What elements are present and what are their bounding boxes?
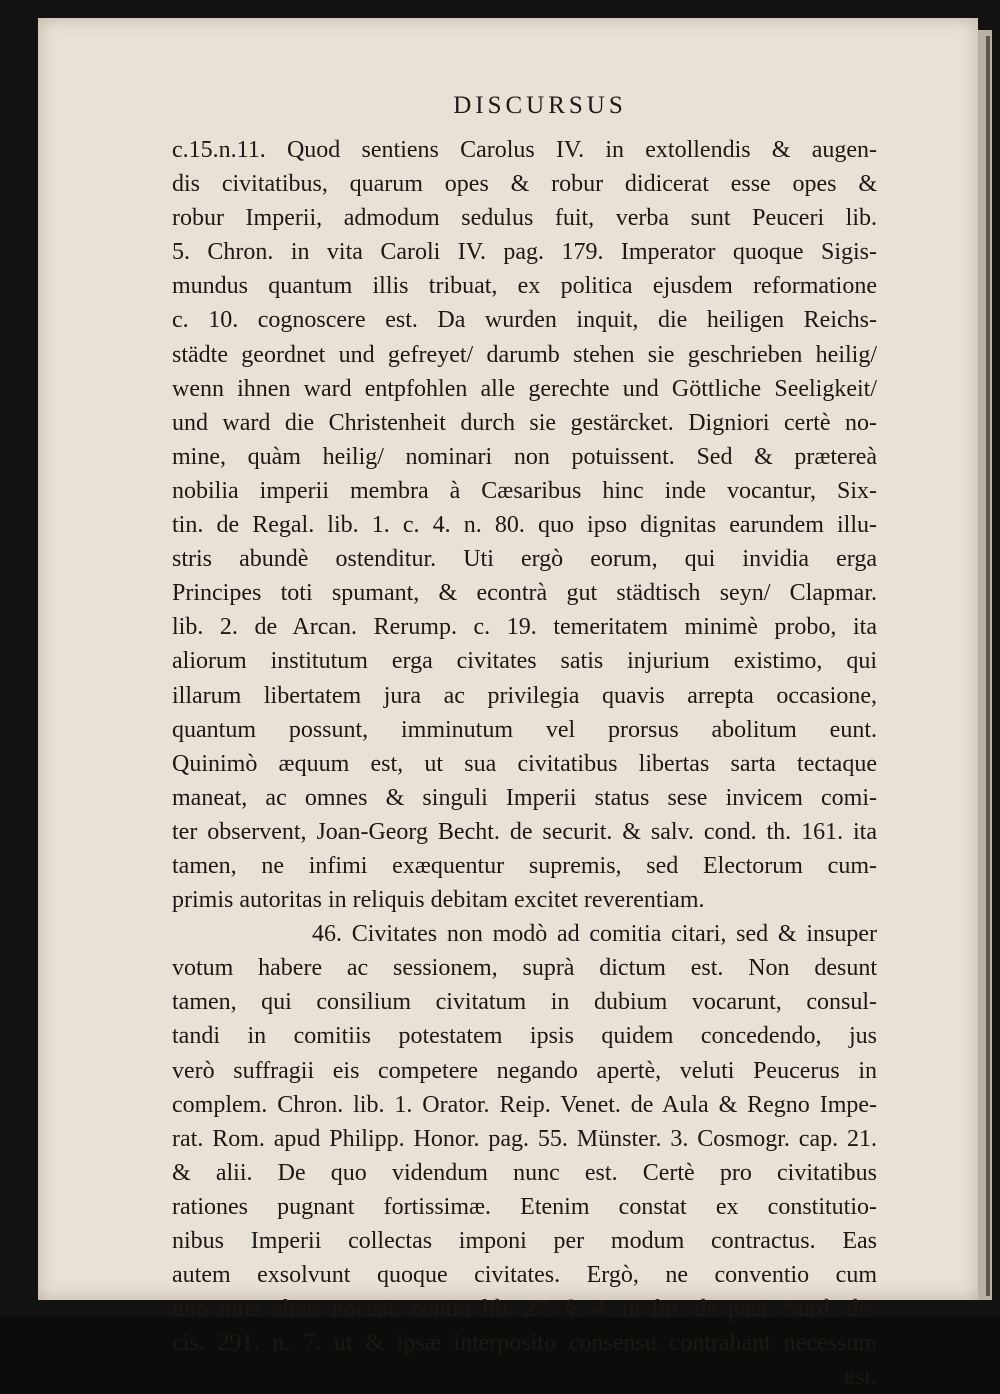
text-line: c.15.n.11. Quod sentiens Carolus IV. in extollendis & augen- <box>172 137 877 163</box>
page-edge-shadow <box>986 36 990 1296</box>
text-line: tandi in comitiis potestatem ipsis quidem concedendo, jus <box>172 1023 877 1050</box>
text-line: mundus quantum illis tribuat, ex politica ejusdem reformatione <box>172 273 877 300</box>
text-line: cis. 291. n. 7. ut & ipsæ interposito consensu contrahant necessum <box>172 1330 877 1357</box>
text-line: verò suffragii eis competere negando apertè, veluti Peucerus in <box>172 1057 877 1084</box>
text-line: mine, quàm heilig/ nominari non potuissent. Sed & prætereà <box>172 443 877 470</box>
text-line: wenn ihnen ward entpfohlen alle gerechte und Göttliche Seeligkeit/ <box>172 375 877 402</box>
text-line: uno inita alteri noceat, contra lib. 27. §. 4. in fin. de pact. Surd. de- <box>172 1296 877 1323</box>
text-line: quantum possunt, imminutum vel prorsus abolitum eunt. <box>172 716 877 743</box>
text-line: aliorum institutum erga civitates satis injurium existimo, qui <box>172 648 877 675</box>
text-line: autem exsolvunt quoque civitates. Ergò, ne conventio cum <box>172 1262 877 1289</box>
text-line: maneat, ac omnes & singuli Imperii status sese invicem comi- <box>172 784 877 811</box>
text-line: dis civitatibus, quarum opes & robur didicerat esse opes & <box>172 171 877 198</box>
text-line: lib. 2. de Arcan. Rerump. c. 19. temeritatem minimè probo, ita <box>172 614 877 641</box>
text-line: votum habere ac sessionem, suprà dictum est. Non desunt <box>172 955 877 982</box>
text-line: Quinimò æquum est, ut sua civitatibus libertas sarta tectaque <box>172 750 877 777</box>
text-line: robur Imperii, admodum sedulus fuit, verba sunt Peuceri lib. <box>172 205 877 232</box>
text-line: rat. Rom. apud Philipp. Honor. pag. 55. Münster. 3. Cosmogr. cap. 21. <box>172 1125 877 1152</box>
text-line: & alii. De quo videndum nunc est. Certè pro civitatibus <box>172 1159 877 1186</box>
text-line: nobilia imperii membra à Cæsaribus hinc inde vocantur, Six- <box>172 477 877 504</box>
text-line: Principes toti spumant, & econtrà gut städtisch seyn/ Clapmar. <box>172 580 877 607</box>
text-line: tamen, qui consilium civitatum in dubium vocarunt, consul- <box>172 989 877 1016</box>
text-line: est. <box>844 1364 877 1391</box>
text-line: c. 10. cognoscere est. Da wurden inquit, die heiligen Reichs- <box>172 307 877 334</box>
text-line: primis autoritas in reliquis debitam excitet reverentiam. <box>172 887 705 914</box>
text-line: und ward die Christenheit durch sie gestärcket. Digniori certè no- <box>172 409 877 436</box>
running-head: DISCURSUS <box>453 92 627 119</box>
text-line: complem. Chron. lib. 1. Orator. Reip. Venet. de Aula & Regno Impe- <box>172 1091 877 1118</box>
text-block <box>172 133 877 1394</box>
text-line: stris abundè ostenditur. Uti ergò eorum, qui invidia erga <box>172 546 877 573</box>
text-line: 5. Chron. in vita Caroli IV. pag. 179. Imperator quoque Sigis- <box>172 239 877 266</box>
text-line: tin. de Regal. lib. 1. c. 4. n. 80. quo ipso dignitas earundem illu- <box>172 512 877 539</box>
text-line: tamen, ne infimi exæquentur supremis, sed Electorum cum- <box>172 852 877 879</box>
text-line: illarum libertatem jura ac privilegia quavis arrepta occasione, <box>172 682 877 709</box>
text-line: rationes pugnant fortissimæ. Etenim constat ex constitutio- <box>172 1193 877 1220</box>
text-line: nibus Imperii collectas imponi per modum contractus. Eas <box>172 1228 877 1254</box>
text-line: 46. Civitates non modò ad comitia citari, sed & insuper <box>312 921 877 948</box>
text-line: ter observent, Joan-Georg Becht. de securit. & salv. cond. th. 161. ita <box>172 818 877 845</box>
text-line: städte geordnet und gefreyet/ darumb stehen sie geschrieben heilig/ <box>172 341 877 368</box>
